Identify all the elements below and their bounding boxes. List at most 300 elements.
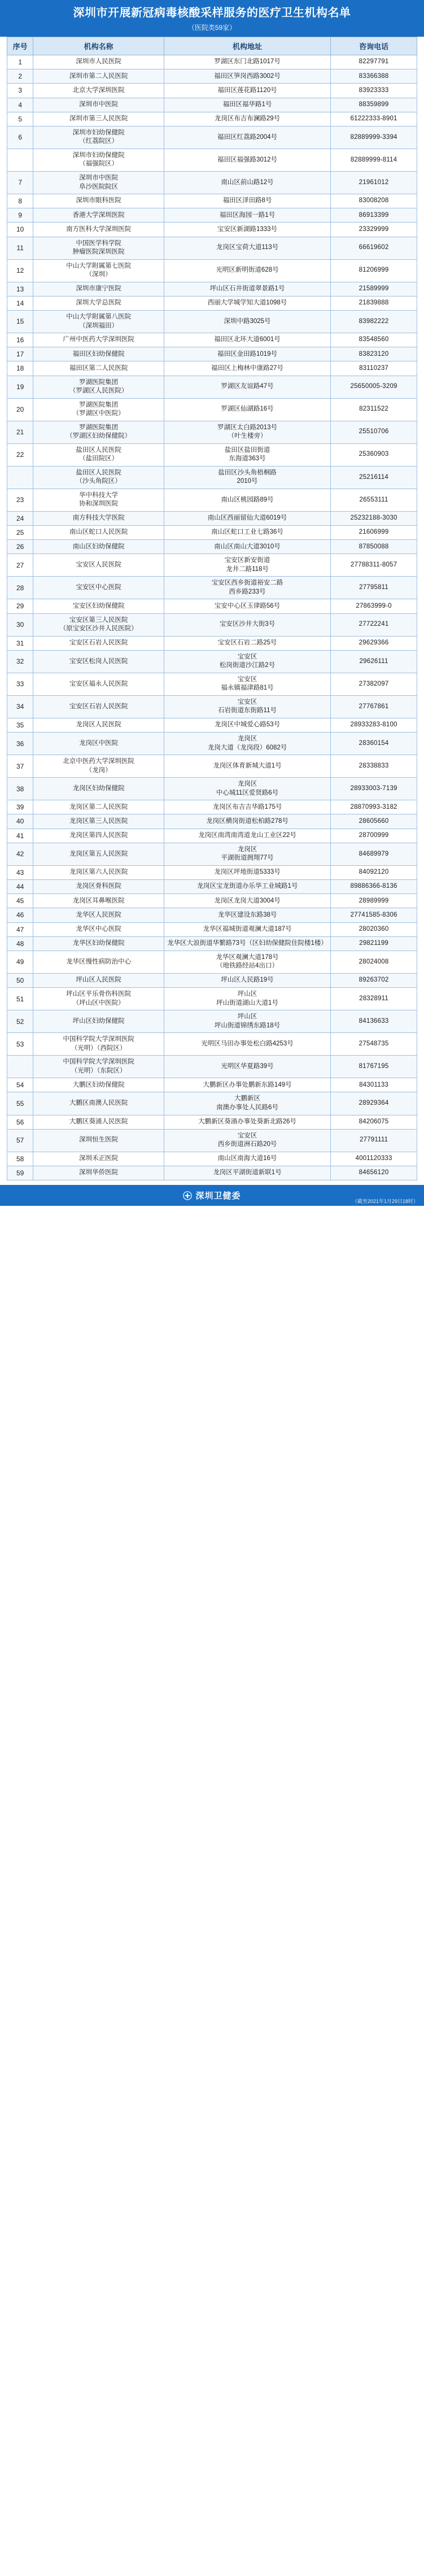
table-row (7, 733, 417, 755)
row-cell-no: 43 (7, 865, 33, 879)
row-cell-address: 南山区前山路12号 (164, 172, 330, 194)
table-row (7, 843, 417, 865)
row-cell-address: 罗湖区太白路2013号 （叶生楼旁） (164, 421, 330, 443)
row-cell-address: 南山区南海大道16号 (164, 1152, 330, 1166)
row-cell-no: 3 (7, 84, 33, 98)
table-header-row (7, 37, 417, 55)
row-cell-address: 宝安区 福永镇福津路81号 (164, 673, 330, 695)
row-cell-address: 罗湖区东门北路1017号 (164, 55, 330, 69)
row-cell-phone: 27791111 (331, 1129, 417, 1152)
row-cell-name: 龙岗区妇幼保健院 (33, 778, 164, 800)
row-cell-address: 福田区红荔路2004号 (164, 126, 330, 149)
table-row (7, 443, 417, 466)
row-cell-no: 37 (7, 755, 33, 778)
row-cell-address: 大鹏新区葵涌办事处葵新北路26号 (164, 1115, 330, 1129)
row-cell-phone: 83982222 (331, 311, 417, 333)
row-cell-address: 龙岗区坪地街道5333号 (164, 865, 330, 879)
row-cell-no: 4 (7, 98, 33, 112)
row-cell-name: 龙华区人民医院 (33, 908, 164, 922)
row-cell-name: 深圳市人民医院 (33, 55, 164, 69)
row-cell-name: 深圳市中医院 阜沙医院院区 (33, 172, 164, 194)
row-cell-phone: 28929364 (331, 1092, 417, 1115)
row-cell-phone: 86913399 (331, 208, 417, 223)
row-cell-phone: 28328911 (331, 988, 417, 1010)
row-cell-address: 宝安区新湖路1333号 (164, 223, 330, 237)
row-cell-address: 罗湖区仙湖路16号 (164, 398, 330, 421)
row-cell-name: 深圳市第二人民医院 (33, 69, 164, 84)
row-cell-phone: 87850088 (331, 540, 417, 554)
row-cell-no: 48 (7, 936, 33, 951)
row-cell-name: 罗湖医院集团 （罗湖区中医院） (33, 398, 164, 421)
table-row (7, 172, 417, 194)
row-cell-no: 49 (7, 951, 33, 973)
row-cell-name: 宝安区松岗人民医院 (33, 650, 164, 673)
table-row (7, 599, 417, 613)
row-cell-address: 宝安区 西乡街道洲石路20号 (164, 1129, 330, 1152)
table-row (7, 55, 417, 69)
row-cell-no: 26 (7, 540, 33, 554)
footer-brand: 深圳卫健委 (195, 1191, 241, 1201)
row-cell-phone: 25650005-3209 (331, 376, 417, 398)
table-row (7, 951, 417, 973)
row-cell-no: 35 (7, 718, 33, 732)
table-row (7, 296, 417, 310)
row-cell-no: 11 (7, 237, 33, 259)
row-cell-phone: 84136633 (331, 1010, 417, 1033)
row-cell-name: 福田区妇幼保健院 (33, 347, 164, 361)
row-cell-phone: 21606999 (331, 526, 417, 540)
row-cell-address: 南山区西丽留仙大道6019号 (164, 511, 330, 525)
row-cell-address: 福田区笋岗西路3002号 (164, 69, 330, 84)
row-cell-name: 罗湖医院集团 （罗湖区妇幼保健院） (33, 421, 164, 443)
row-cell-address: 龙岗区布吉布澜路29号 (164, 112, 330, 126)
table-row (7, 1056, 417, 1078)
row-cell-address: 龙华区大浪街道华繁路73号（区妇幼保健院住院楼1楼） (164, 936, 330, 951)
document-page (0, 0, 424, 1206)
row-cell-phone: 28933283-8100 (331, 718, 417, 732)
row-cell-address: 坪山区石井街道翠景路1号 (164, 282, 330, 296)
row-cell-phone: 88359899 (331, 98, 417, 112)
row-cell-address: 龙岗区布吉吉华路175号 (164, 800, 330, 814)
table-row (7, 636, 417, 650)
row-cell-no: 7 (7, 172, 33, 194)
row-cell-address: 大鹏新区 南澳办事处人民路6号 (164, 1092, 330, 1115)
table-row (7, 466, 417, 489)
row-cell-name: 中山大学附属第七医院 （深圳） (33, 259, 164, 282)
table-row (7, 540, 417, 554)
table-row (7, 778, 417, 800)
row-cell-no: 27 (7, 554, 33, 577)
row-cell-name: 深圳恒生医院 (33, 1129, 164, 1152)
row-cell-phone: 21961012 (331, 172, 417, 194)
row-cell-name: 宝安区妇幼保健院 (33, 599, 164, 613)
table-row (7, 814, 417, 829)
row-cell-address: 龙岗区横岗街道松柏路278号 (164, 814, 330, 829)
table-row (7, 333, 417, 347)
row-cell-no: 2 (7, 69, 33, 84)
row-cell-no: 18 (7, 361, 33, 376)
table-row (7, 489, 417, 511)
row-cell-name: 南方科技大学医院 (33, 511, 164, 525)
row-cell-phone: 84206075 (331, 1115, 417, 1129)
row-cell-no: 29 (7, 599, 33, 613)
row-cell-phone: 84092120 (331, 865, 417, 879)
row-cell-phone: 25232188-3030 (331, 511, 417, 525)
row-cell-phone: 83548560 (331, 333, 417, 347)
table-row (7, 922, 417, 936)
row-cell-no: 9 (7, 208, 33, 223)
row-cell-address: 宝安中心区玉律路56号 (164, 599, 330, 613)
row-cell-address: 福田区泽田路8号 (164, 194, 330, 208)
row-cell-no: 30 (7, 613, 33, 636)
row-cell-phone: 29629366 (331, 636, 417, 650)
row-cell-no: 32 (7, 650, 33, 673)
row-cell-address: 宝安区 松岗街道沙江路2号 (164, 650, 330, 673)
row-cell-address: 坪山区 坪山街道锦绣东路18号 (164, 1010, 330, 1033)
row-cell-address: 龙华区建设东路38号 (164, 908, 330, 922)
row-cell-name: 中国科学院大学深圳医院 （光明）（西院区） (33, 1033, 164, 1056)
row-cell-name: 坪山区平乐骨伤科医院 （坪山区中医院） (33, 988, 164, 1010)
table-row (7, 880, 417, 894)
row-cell-phone: 28360154 (331, 733, 417, 755)
table-row (7, 126, 417, 149)
row-cell-name: 龙华区中心医院 (33, 922, 164, 936)
row-cell-address: 龙岗区南湾南湾道龙山工业区22号 (164, 829, 330, 843)
row-cell-no: 36 (7, 733, 33, 755)
row-cell-phone: 28700999 (331, 829, 417, 843)
row-cell-phone: 82889999-8114 (331, 149, 417, 171)
table-row (7, 829, 417, 843)
row-cell-address: 福田区金田路1019号 (164, 347, 330, 361)
row-cell-name: 盐田区人民医院 （沙头角院区） (33, 466, 164, 489)
row-cell-phone: 26553111 (331, 489, 417, 511)
row-cell-phone: 28870993-3182 (331, 800, 417, 814)
row-cell-name: 龙岗区人民医院 (33, 718, 164, 732)
table-row (7, 973, 417, 987)
row-cell-no: 12 (7, 259, 33, 282)
table-row (7, 69, 417, 84)
row-cell-name: 大鹏区妇幼保健院 (33, 1078, 164, 1092)
row-cell-no: 50 (7, 973, 33, 987)
row-cell-address: 光明区新明街道628号 (164, 259, 330, 282)
table-row (7, 347, 417, 361)
row-cell-no: 38 (7, 778, 33, 800)
row-cell-name: 深圳华侨医院 (33, 1166, 164, 1180)
row-cell-name: 罗湖医院集团 （罗湖区人民医院） (33, 376, 164, 398)
row-cell-no: 44 (7, 880, 33, 894)
row-cell-name: 中山大学附属第八医院 （深圳福田） (33, 311, 164, 333)
row-cell-name: 福田区第二人民医院 (33, 361, 164, 376)
table-row (7, 311, 417, 333)
row-cell-no: 19 (7, 376, 33, 398)
row-cell-address: 宝安区新安街道 龙井二路118号 (164, 554, 330, 577)
row-cell-no: 34 (7, 695, 33, 718)
row-cell-address: 龙岗区平湖街道新联1号 (164, 1166, 330, 1180)
row-cell-no: 40 (7, 814, 33, 829)
row-cell-address: 南山区蛇口工业七路36号 (164, 526, 330, 540)
row-cell-no: 10 (7, 223, 33, 237)
table-row (7, 908, 417, 922)
row-cell-no: 24 (7, 511, 33, 525)
row-cell-no: 56 (7, 1115, 33, 1129)
row-cell-address: 大鹏新区办事处鹏新东路149号 (164, 1078, 330, 1092)
row-cell-phone: 25510706 (331, 421, 417, 443)
row-cell-phone: 27767861 (331, 695, 417, 718)
row-cell-no: 42 (7, 843, 33, 865)
table-row (7, 208, 417, 223)
row-cell-name: 深圳大学总医院 (33, 296, 164, 310)
row-cell-address: 南山区南山大道3010号 (164, 540, 330, 554)
row-cell-address: 福田区海园一路1号 (164, 208, 330, 223)
row-cell-address: 福田区北环大道6001号 (164, 333, 330, 347)
row-cell-no: 31 (7, 636, 33, 650)
row-cell-phone: 61222333-8901 (331, 112, 417, 126)
row-cell-name: 大鹏区葵涌人民医院 (33, 1115, 164, 1129)
table-row (7, 865, 417, 879)
table-row (7, 259, 417, 282)
row-cell-phone: 27548735 (331, 1033, 417, 1056)
row-cell-phone: 27795811 (331, 577, 417, 599)
row-cell-name: 盐田区人民医院 （盐田院区） (33, 443, 164, 466)
column-header-no: 序号 (7, 37, 33, 55)
row-cell-phone: 89263702 (331, 973, 417, 987)
row-cell-no: 20 (7, 398, 33, 421)
table-row (7, 282, 417, 296)
row-cell-address: 光明区马田办事处松白路4253号 (164, 1033, 330, 1056)
row-cell-address: 南山区桃园路89号 (164, 489, 330, 511)
column-header-phone: 咨询电话 (331, 37, 417, 55)
row-cell-address: 龙岗区体育新城大道1号 (164, 755, 330, 778)
row-cell-no: 33 (7, 673, 33, 695)
table-row (7, 1115, 417, 1129)
column-header-address: 机构地址 (164, 37, 330, 55)
table-row (7, 755, 417, 778)
table-row (7, 650, 417, 673)
row-cell-phone: 89886366-8136 (331, 880, 417, 894)
row-cell-no: 57 (7, 1129, 33, 1152)
row-cell-no: 6 (7, 126, 33, 149)
row-cell-name: 宝安区石岩人民医院 (33, 636, 164, 650)
row-cell-name: 坪山区妇幼保健院 (33, 1010, 164, 1033)
row-cell-no: 5 (7, 112, 33, 126)
row-cell-phone: 25216114 (331, 466, 417, 489)
table-row (7, 1129, 417, 1152)
table-container (0, 37, 424, 1180)
row-cell-no: 1 (7, 55, 33, 69)
row-cell-name: 宝安区石岩人民医院 (33, 695, 164, 718)
row-cell-name: 北京中医药大学深圳医院 （龙岗） (33, 755, 164, 778)
row-cell-no: 15 (7, 311, 33, 333)
row-cell-name: 宝安区人民医院 (33, 554, 164, 577)
row-cell-phone: 83823120 (331, 347, 417, 361)
table-row (7, 613, 417, 636)
table-row (7, 376, 417, 398)
table-row (7, 1092, 417, 1115)
row-cell-name: 大鹏区南澳人民医院 (33, 1092, 164, 1115)
row-cell-name: 中国医学科学院 肿瘤医院深圳医院 (33, 237, 164, 259)
row-cell-phone: 84689979 (331, 843, 417, 865)
row-cell-name: 宝安区福永人民医院 (33, 673, 164, 695)
table-row (7, 577, 417, 599)
row-cell-address: 龙岗区宝龙街道办乐华工业城路1号 (164, 880, 330, 894)
table-row (7, 936, 417, 951)
row-cell-phone: 21589999 (331, 282, 417, 296)
row-cell-address: 龙华区福城街道观澜大道187号 (164, 922, 330, 936)
row-cell-address: 宝安区沙井大街3号 (164, 613, 330, 636)
table-row (7, 98, 417, 112)
table-row (7, 511, 417, 525)
row-cell-no: 52 (7, 1010, 33, 1033)
row-cell-phone: 82297791 (331, 55, 417, 69)
row-cell-address: 宝安区 石岩街道东街路11号 (164, 695, 330, 718)
row-cell-address: 龙岗区 中心城11区爱贤路6号 (164, 778, 330, 800)
row-cell-name: 宝安区第三人民医院 （原宝安区沙井人民医院） (33, 613, 164, 636)
row-cell-no: 16 (7, 333, 33, 347)
table-row (7, 421, 417, 443)
table-row (7, 1078, 417, 1092)
row-cell-name: 南山区蛇口人民医院 (33, 526, 164, 540)
row-cell-address: 光明区华夏路39号 (164, 1056, 330, 1078)
row-cell-address: 福田区上梅林中康路27号 (164, 361, 330, 376)
table-row (7, 194, 417, 208)
table-row (7, 84, 417, 98)
row-cell-address: 龙岗区中城爱心路53号 (164, 718, 330, 732)
table-body (7, 55, 417, 1180)
column-header-name: 机构名称 (33, 37, 164, 55)
row-cell-phone: 29626111 (331, 650, 417, 673)
row-cell-address: 西丽大学城学知大道1098号 (164, 296, 330, 310)
row-cell-address: 宝安区西乡街道裕安二路 西乡路233号 (164, 577, 330, 599)
row-cell-no: 59 (7, 1166, 33, 1180)
row-cell-phone: 83923333 (331, 84, 417, 98)
row-cell-name: 香港大学深圳医院 (33, 208, 164, 223)
row-cell-name: 深圳市妇幼保健院 （福强院区） (33, 149, 164, 171)
table-row (7, 1033, 417, 1056)
row-cell-address: 福田区福强路3012号 (164, 149, 330, 171)
table-row (7, 988, 417, 1010)
row-cell-address: 深圳中路3025号 (164, 311, 330, 333)
row-cell-name: 深圳市第三人民医院 (33, 112, 164, 126)
row-cell-no: 23 (7, 489, 33, 511)
row-cell-phone: 28024008 (331, 951, 417, 973)
health-commission-logo-icon (183, 1191, 192, 1200)
row-cell-address: 龙岗区龙岗大道3004号 (164, 894, 330, 908)
row-cell-no: 14 (7, 296, 33, 310)
table-row (7, 112, 417, 126)
table-row (7, 1166, 417, 1180)
table-row (7, 149, 417, 171)
row-cell-phone: 28989999 (331, 894, 417, 908)
row-cell-address: 坪山区 坪山街道湖山大道1号 (164, 988, 330, 1010)
row-cell-name: 龙岗区第三人民医院 (33, 814, 164, 829)
row-cell-phone: 84656120 (331, 1166, 417, 1180)
row-cell-name: 南方医科大学深圳医院 (33, 223, 164, 237)
table-row (7, 695, 417, 718)
row-cell-no: 54 (7, 1078, 33, 1092)
row-cell-phone: 27788311-8057 (331, 554, 417, 577)
row-cell-name: 龙岗区第六人民医院 (33, 865, 164, 879)
table-row (7, 800, 417, 814)
row-cell-phone: 4001120333 (331, 1152, 417, 1166)
row-cell-address: 龙岗区 平湖街道拥翔77号 (164, 843, 330, 865)
row-cell-phone: 83008208 (331, 194, 417, 208)
row-cell-phone: 82889999-3394 (331, 126, 417, 149)
row-cell-name: 中国科学院大学深圳医院 （光明）（东院区） (33, 1056, 164, 1078)
row-cell-no: 41 (7, 829, 33, 843)
row-cell-name: 深圳市妇幼保健院 （红荔院区） (33, 126, 164, 149)
row-cell-phone: 27722241 (331, 613, 417, 636)
row-cell-phone: 82311522 (331, 398, 417, 421)
row-cell-phone: 28605660 (331, 814, 417, 829)
table-row (7, 237, 417, 259)
row-cell-phone: 28338833 (331, 755, 417, 778)
row-cell-name: 龙华区慢性病防治中心 (33, 951, 164, 973)
row-cell-name: 北京大学深圳医院 (33, 84, 164, 98)
row-cell-phone: 84301133 (331, 1078, 417, 1092)
row-cell-no: 53 (7, 1033, 33, 1056)
row-cell-name: 深圳市眼科医院 (33, 194, 164, 208)
row-cell-name: 深圳市中医院 (33, 98, 164, 112)
row-cell-name: 龙岗区耳鼻喉医院 (33, 894, 164, 908)
row-cell-name: 龙岗区骨科医院 (33, 880, 164, 894)
row-cell-phone: 27741585-8306 (331, 908, 417, 922)
row-cell-address: 盐田区盐田街道 东海道363号 (164, 443, 330, 466)
row-cell-no: 22 (7, 443, 33, 466)
row-cell-no (7, 466, 33, 489)
row-cell-name: 深圳禾正医院 (33, 1152, 164, 1166)
row-cell-no: 55 (7, 1092, 33, 1115)
table-row (7, 554, 417, 577)
row-cell-name: 龙岗区第五人民医院 (33, 843, 164, 865)
row-cell-no: 47 (7, 922, 33, 936)
row-cell-name: 龙华区妇幼保健院 (33, 936, 164, 951)
row-cell-phone: 27382097 (331, 673, 417, 695)
row-cell-address: 龙岗区宝荷大道113号 (164, 237, 330, 259)
row-cell-no (7, 149, 33, 171)
row-cell-phone: 83366388 (331, 69, 417, 84)
row-cell-phone: 28020360 (331, 922, 417, 936)
row-cell-name: 宝安区中心医院 (33, 577, 164, 599)
row-cell-no: 51 (7, 988, 33, 1010)
row-cell-no: 21 (7, 421, 33, 443)
institution-table (7, 37, 417, 1180)
row-cell-no: 13 (7, 282, 33, 296)
page-title: 深圳市开展新冠病毒核酸采样服务的医疗卫生机构名单 (73, 7, 351, 19)
row-cell-address: 宝安区石岩二路25号 (164, 636, 330, 650)
row-cell-phone: 66619602 (331, 237, 417, 259)
table-row (7, 894, 417, 908)
row-cell-phone: 83110237 (331, 361, 417, 376)
row-cell-phone: 27863999-0 (331, 599, 417, 613)
row-cell-address: 福田区福华路1号 (164, 98, 330, 112)
row-cell-no (7, 1056, 33, 1078)
row-cell-phone: 23329999 (331, 223, 417, 237)
row-cell-no: 17 (7, 347, 33, 361)
row-cell-phone: 81206999 (331, 259, 417, 282)
row-cell-no: 45 (7, 894, 33, 908)
row-cell-address: 盐田区沙头角梧桐路 2010号 (164, 466, 330, 489)
row-cell-no: 8 (7, 194, 33, 208)
row-cell-name: 龙岗区第二人民医院 (33, 800, 164, 814)
table-row (7, 1010, 417, 1033)
row-cell-phone: 29821199 (331, 936, 417, 951)
table-row (7, 673, 417, 695)
row-cell-name: 广州中医药大学深圳医院 (33, 333, 164, 347)
table-row (7, 398, 417, 421)
row-cell-no: 58 (7, 1152, 33, 1166)
row-cell-address: 龙岗区 龙岗大道（龙岗段）6082号 (164, 733, 330, 755)
row-cell-name: 龙岗区中医院 (33, 733, 164, 755)
